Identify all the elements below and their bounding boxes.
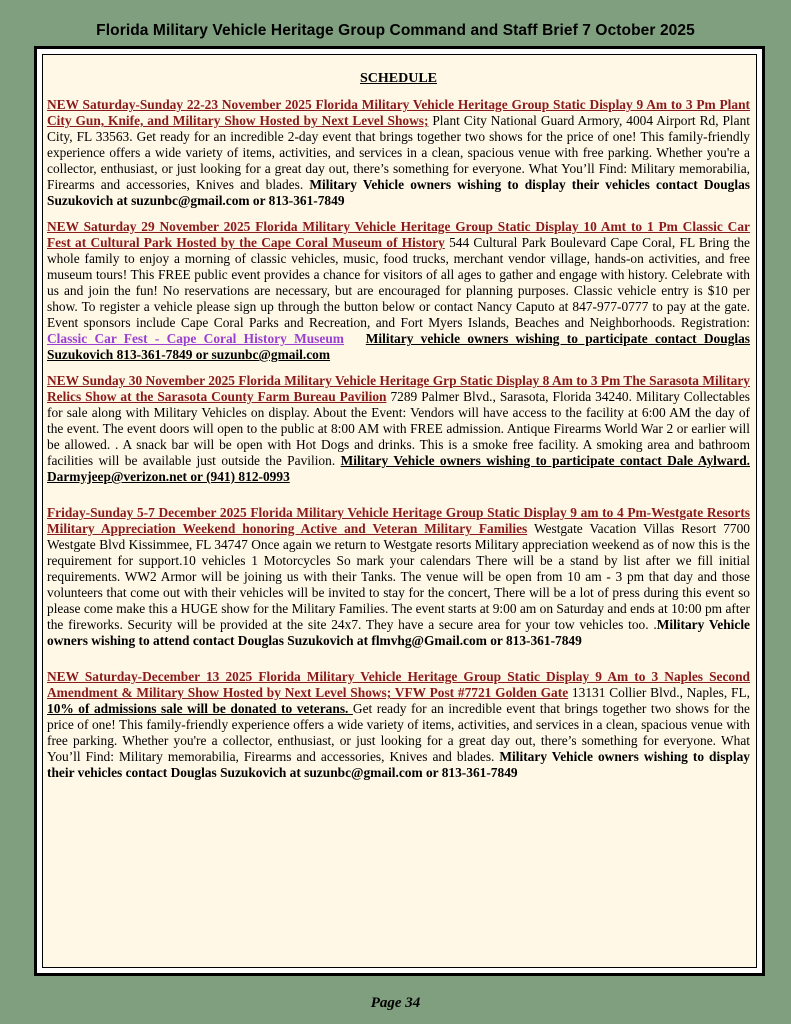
event-title: Friday-Sunday 5-7 December 2025 Florida Military Vehicle Heritage Group Static Display 9 am to 4 Pm-Westgate Resorts Military Appreciation Weekend honoring Active and Veteran Military Families	[47, 505, 750, 536]
event-body: 7289 Palmer Blvd., Sarasota, Florida 34240. Military Collectables for sale along with Military Vehicles on display. About the Event: Vendors will have access to the facility at 6:00 AM the day of the event. The event doors will open to the public at 8:00 AM with FREE admission. Antique Firearms World War 2 or earlier will be allowed. . A snack bar will be open with Hot Dogs and drinks. This is a smoke free facility. A smoking area and bathroom facilities will be available just outside the Pavilion.	[47, 389, 750, 468]
event-cape-coral	[47, 219, 750, 363]
event-contact: Military vehicle owners wishing to participate contact Douglas Suzukovich 813-361-7849 or suzunbc@gmail.com	[47, 331, 751, 362]
page-number: Page 34	[370, 995, 421, 1011]
event-plant-city	[47, 97, 750, 209]
event-title: NEW Saturday-Sunday 22-23 November 2025 Florida Military Vehicle Heritage Group Static Display 9 Am to 3 Pm Plant City Gun, Knife, and Military Show Hosted by Next Level Shows;	[47, 97, 750, 128]
registration-link[interactable]: Classic Car Fest - Cape Coral History Museum	[47, 331, 344, 346]
event-contact: Military Vehicle owners wishing to display their vehicles contact Douglas Suzukovich at suzunbc@gmail.com or 813-361-7849	[47, 177, 750, 208]
event-title: NEW Sunday 30 November 2025 Florida Military Vehicle Heritage Grp Static Display 8 Am to 3 Pm The Sarasota Military Relics Show at the Sarasota County Farm Bureau Pavilion	[47, 373, 750, 404]
event-contact: Military Vehicle owners wishing to display their vehicles contact Douglas Suzukovich at suzunbc@gmail.com or 813-361-7849	[47, 749, 750, 780]
event-title: NEW Saturday-December 13 2025 Florida Military Vehicle Heritage Group Static Display 9 Am to 3 Naples Second Amendment & Military Show Hosted by Next Level Shows;	[47, 669, 750, 700]
event-sarasota	[47, 373, 750, 485]
event-venue: VFW Post #7721 Golden Gate	[391, 685, 569, 700]
event-body: Plant City National Guard Armory, 4004 Airport Rd, Plant City, FL 33563. Get ready for an incredible 2-day event that brings together two shows for the price of one! This family-friendly experience offers a wide variety of items, activities, and services in a clean, spacious venue with free parking. Whether you're a collector, enthusiast, or just looking for a great day out, there’s something for everyone. What You’ll Find: Military memorabilia, Firearms and accessories, Knives and blades.	[47, 113, 750, 192]
event-contact: Military Vehicle owners wishing to attend contact Douglas Suzukovich at flmvhg@Gmail.com or 813-361-7849	[47, 617, 750, 648]
event-westgate	[47, 505, 750, 649]
event-body-continued: Get ready for an incredible event that brings together two shows for the price of one! This family-friendly experience offers a wide variety of items, activities, and services in a clean, spacious venue with free parking. Whether you're a collector, enthusiast, or just looking for a great day out, there’s something for everyone. What You’ll Find: Military memorabilia, Firearms and accessories, Knives and blades.	[47, 701, 750, 764]
donation-note: 10% of admissions sale will be donated to veterans.	[47, 701, 353, 716]
event-contact: Military Vehicle owners wishing to participate contact Dale Aylward. Darmyjeep@verizon.net or (941) 812-0993	[47, 453, 750, 484]
event-title: NEW Saturday 29 November 2025 Florida Military Vehicle Heritage Group Static Display 10 Amt to 1 Pm Classic Car Fest at Cultural Park Hosted by the Cape Coral Museum of History	[47, 219, 750, 250]
content-panel	[42, 54, 757, 968]
event-body: 13131 Collier Blvd., Naples, FL,	[568, 685, 750, 700]
content-frame	[34, 46, 765, 976]
document-header: Florida Military Vehicle Heritage Group Command and Staff Brief 7 October 2025	[96, 22, 695, 39]
event-naples	[47, 669, 750, 781]
schedule-title: SCHEDULE	[359, 71, 438, 86]
event-body: 544 Cultural Park Boulevard Cape Coral, FL Bring the whole family to enjoy a morning of classic vehicles, music, food trucks, merchant vendor village, hands-on activities, and free museum tours! This FREE public event provides a chance for visitors of all ages to gather and engage with history. Celebrate with us and join the fun! No reservations are necessary, but are encouraged for planning purposes. Classic vehicle entry is $10 per show. To register a vehicle please sign up through the button below or contact Nancy Caputo at 847-977-0777 to pay at the gate. Event sponsors include Cape Coral Parks and Recreation, and Fort Myers Islands, Beaches and Neighborhoods. Registration:	[47, 235, 750, 330]
event-body: Westgate Vacation Villas Resort 7700 Westgate Blvd Kissimmee, FL 34747 Once again we return to Westgate resorts Military appreciation weekend as of now this is the requirement for support.10 vehicles 1 Motorcycles So mark your calendars There will be a stand by list after we fill initial requirements. WW2 Armor will be joining us with their Tanks. The venue will be open from 10 am - 3 pm that day and those volunteers that come out with their vehicles will be invited to stay for the concert, There will be a lot of press during this event so please come make this a HUGE show for the Military Families. The event starts at 9:00 am on Saturday and ends at 10:00 pm after the fireworks. Security will be provided at the site 24x7. They have a secure area for your tow vehicles too. .	[47, 521, 750, 632]
